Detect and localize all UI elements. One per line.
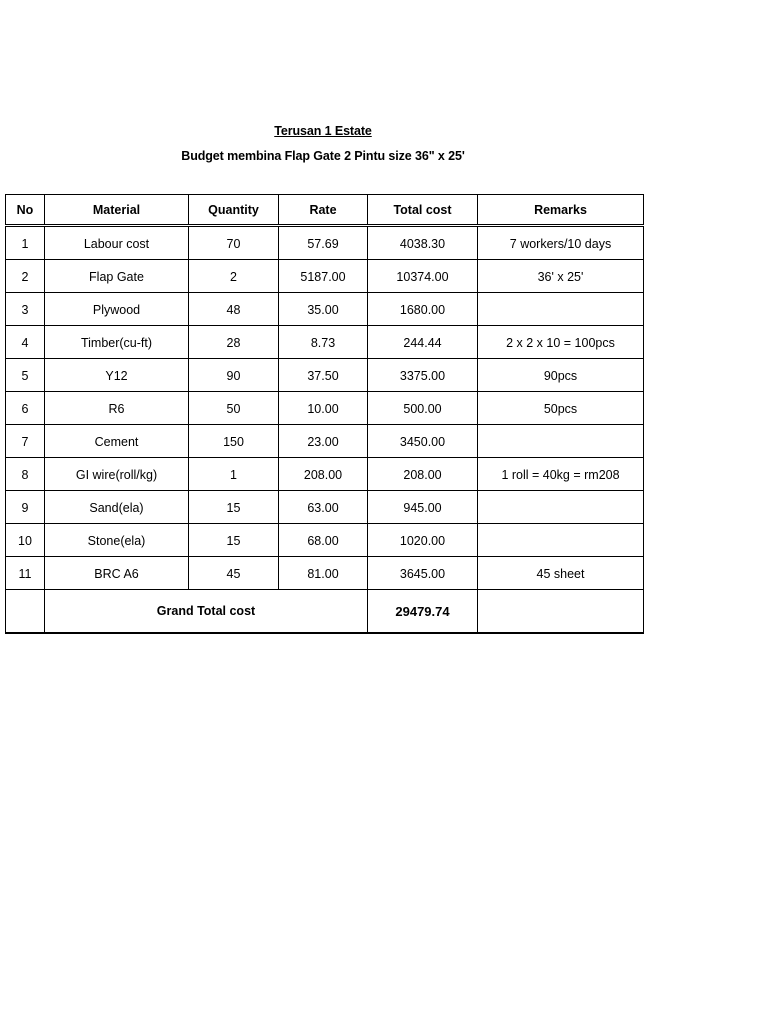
cell-remarks: 7 workers/10 days — [478, 226, 644, 260]
cell-remarks: 45 sheet — [478, 557, 644, 590]
cell-material: GI wire(roll/kg) — [45, 458, 189, 491]
table-body — [6, 226, 644, 634]
table-row — [6, 359, 644, 392]
cell-no: 10 — [6, 524, 45, 557]
header-row — [6, 195, 644, 226]
cell-rate: 68.00 — [279, 524, 368, 557]
cell-material: Sand(ela) — [45, 491, 189, 524]
cell-rate: 23.00 — [279, 425, 368, 458]
cell-total-cost: 244.44 — [368, 326, 478, 359]
cell-rate: 8.73 — [279, 326, 368, 359]
cell-no: 3 — [6, 293, 45, 326]
grand-total-row — [6, 590, 644, 634]
cell-rate: 37.50 — [279, 359, 368, 392]
cell-total-cost: 10374.00 — [368, 260, 478, 293]
cell-remarks: 2 x 2 x 10 = 100pcs — [478, 326, 644, 359]
cell-rate: 10.00 — [279, 392, 368, 425]
cell-remarks: 50pcs — [478, 392, 644, 425]
cell-quantity: 48 — [189, 293, 279, 326]
table-row — [6, 524, 644, 557]
table-row — [6, 226, 644, 260]
header-remarks: Remarks — [478, 195, 644, 226]
cell-no: 8 — [6, 458, 45, 491]
header-quantity: Quantity — [189, 195, 279, 226]
cell-remarks: 90pcs — [478, 359, 644, 392]
header-rate: Rate — [279, 195, 368, 226]
cell-material: Y12 — [45, 359, 189, 392]
table-row — [6, 425, 644, 458]
cell-material: BRC A6 — [45, 557, 189, 590]
cell-material: Stone(ela) — [45, 524, 189, 557]
grand-total-empty-cell — [6, 590, 45, 634]
cell-rate: 208.00 — [279, 458, 368, 491]
cell-total-cost: 500.00 — [368, 392, 478, 425]
cell-rate: 81.00 — [279, 557, 368, 590]
grand-total-remarks-cell — [478, 590, 644, 634]
table-row — [6, 491, 644, 524]
cell-remarks — [478, 524, 644, 557]
table-row — [6, 557, 644, 590]
header-total-cost: Total cost — [368, 195, 478, 226]
cell-total-cost: 208.00 — [368, 458, 478, 491]
cell-remarks: 36' x 25' — [478, 260, 644, 293]
cell-total-cost: 1680.00 — [368, 293, 478, 326]
cell-remarks — [478, 293, 644, 326]
table-row — [6, 392, 644, 425]
cell-no: 9 — [6, 491, 45, 524]
cell-rate: 35.00 — [279, 293, 368, 326]
cell-no: 7 — [6, 425, 45, 458]
grand-total-value: 29479.74 — [368, 590, 478, 634]
cell-material: Timber(cu-ft) — [45, 326, 189, 359]
cell-quantity: 45 — [189, 557, 279, 590]
document-subtitle: Budget membina Flap Gate 2 Pintu size 36" x 25' — [181, 149, 465, 163]
cell-rate: 63.00 — [279, 491, 368, 524]
cell-remarks: 1 roll = 40kg = rm208 — [478, 458, 644, 491]
cell-quantity: 15 — [189, 491, 279, 524]
cell-quantity: 15 — [189, 524, 279, 557]
budget-table — [5, 194, 644, 634]
cell-quantity: 2 — [189, 260, 279, 293]
cell-no: 5 — [6, 359, 45, 392]
cell-quantity: 50 — [189, 392, 279, 425]
cell-no: 4 — [6, 326, 45, 359]
cell-rate: 5187.00 — [279, 260, 368, 293]
table-row — [6, 293, 644, 326]
cell-quantity: 1 — [189, 458, 279, 491]
cell-material: Flap Gate — [45, 260, 189, 293]
cell-quantity: 70 — [189, 226, 279, 260]
table-row — [6, 260, 644, 293]
cell-rate: 57.69 — [279, 226, 368, 260]
cell-material: Labour cost — [45, 226, 189, 260]
cell-material: R6 — [45, 392, 189, 425]
cell-quantity: 150 — [189, 425, 279, 458]
table-row — [6, 326, 644, 359]
cell-total-cost: 3645.00 — [368, 557, 478, 590]
cell-total-cost: 3375.00 — [368, 359, 478, 392]
cell-no: 1 — [6, 226, 45, 260]
cell-total-cost: 4038.30 — [368, 226, 478, 260]
cell-no: 11 — [6, 557, 45, 590]
cell-no: 2 — [6, 260, 45, 293]
document-title: Terusan 1 Estate — [274, 124, 372, 138]
cell-remarks — [478, 491, 644, 524]
table-row — [6, 458, 644, 491]
header-no: No — [6, 195, 45, 226]
grand-total-label: Grand Total cost — [45, 590, 368, 634]
cell-total-cost: 3450.00 — [368, 425, 478, 458]
cell-total-cost: 1020.00 — [368, 524, 478, 557]
cell-no: 6 — [6, 392, 45, 425]
table-header — [6, 195, 644, 226]
cell-material: Cement — [45, 425, 189, 458]
header-material: Material — [45, 195, 189, 226]
cell-total-cost: 945.00 — [368, 491, 478, 524]
cell-material: Plywood — [45, 293, 189, 326]
cell-quantity: 28 — [189, 326, 279, 359]
cell-remarks — [478, 425, 644, 458]
cell-quantity: 90 — [189, 359, 279, 392]
